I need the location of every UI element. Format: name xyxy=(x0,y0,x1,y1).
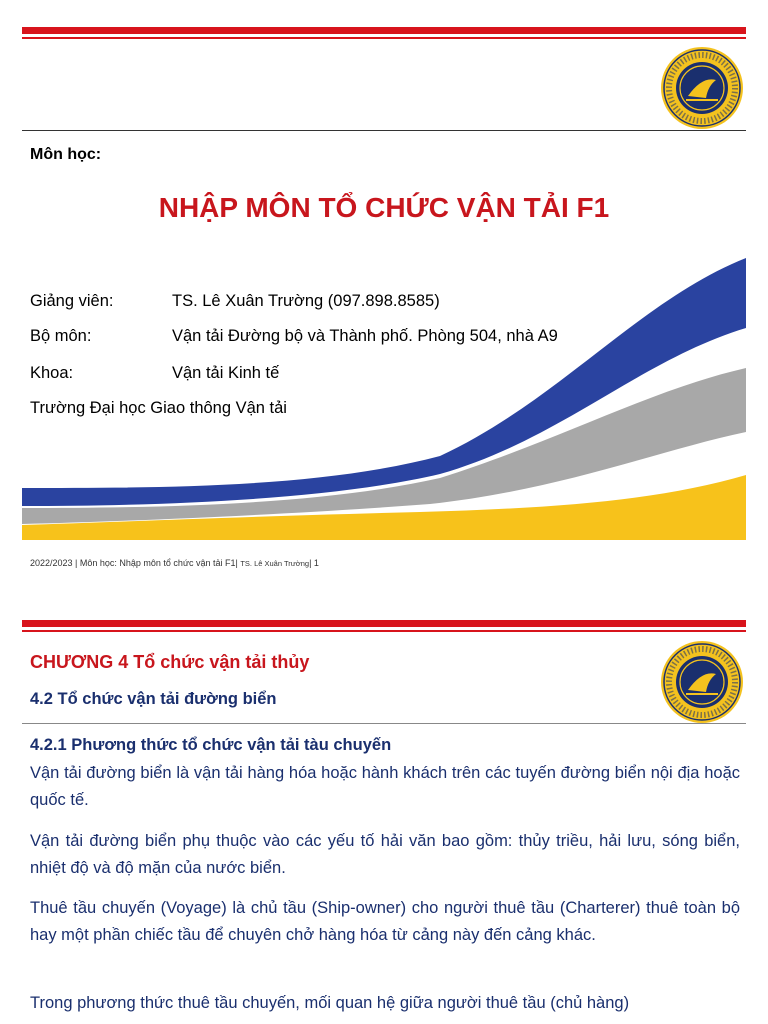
section-title: 4.2 Tổ chức vận tải đường biển xyxy=(30,690,277,708)
lecturer-key: Giảng viên: xyxy=(30,292,114,310)
department-key: Bộ môn: xyxy=(30,327,92,345)
lecturer-value: TS. Lê Xuân Trường (097.898.8585) xyxy=(172,292,440,310)
department-value: Vận tải Đường bộ và Thành phố. Phòng 504, nhà A9 xyxy=(172,327,558,345)
paragraph-4: Trong phương thức thuê tầu chuyến, mối quan hệ giữa người thuê tầu (chủ hàng) xyxy=(30,994,630,1012)
university-logo-icon xyxy=(660,640,744,724)
footer-main: 2022/2023 | Môn học: Nhập môn tổ chức vận tải F1| xyxy=(30,558,241,568)
faculty-key: Khoa: xyxy=(30,364,74,382)
paragraph-1: Vận tải đường biển là vận tải hàng hóa hoặc hành khách trên các tuyến đường biển nội địa hoặc quốc tế. xyxy=(30,764,740,809)
university-name: Trường Đại học Giao thông Vận tải xyxy=(30,399,287,417)
faculty-value: Vận tải Kinh tế xyxy=(172,364,280,382)
content-slide xyxy=(0,600,768,1024)
chapter-title: CHƯƠNG 4 Tổ chức vận tải thủy xyxy=(30,652,310,672)
section-divider xyxy=(22,723,746,724)
slide-footer xyxy=(30,558,319,568)
subject-label: Môn học: xyxy=(30,146,102,163)
course-title: NHẬP MÔN TỔ CHỨC VẬN TẢI F1 xyxy=(158,192,610,223)
top-red-line xyxy=(22,630,746,632)
top-red-bar xyxy=(22,620,746,627)
paragraph-2: Vận tải đường biển phụ thuộc vào các yếu tố hải văn bao gồm: thủy triều, hải lưu, sóng biển, nhiệt độ và độ mặn của nước biển. xyxy=(30,832,740,877)
footer-author: TS. Lê Xuân Trường xyxy=(240,559,310,568)
footer-page: | 1 xyxy=(309,558,319,568)
paragraph-3: Thuê tầu chuyến (Voyage) là chủ tầu (Ship-owner) cho người thuê tầu (Charterer) thuê toàn bộ hay một phần chiếc tầu để chuyên chở hàng hóa từ cảng này đến cảng khác. xyxy=(30,899,740,944)
subsection-title: 4.2.1 Phương thức tổ chức vận tải tàu chuyến xyxy=(30,736,392,754)
